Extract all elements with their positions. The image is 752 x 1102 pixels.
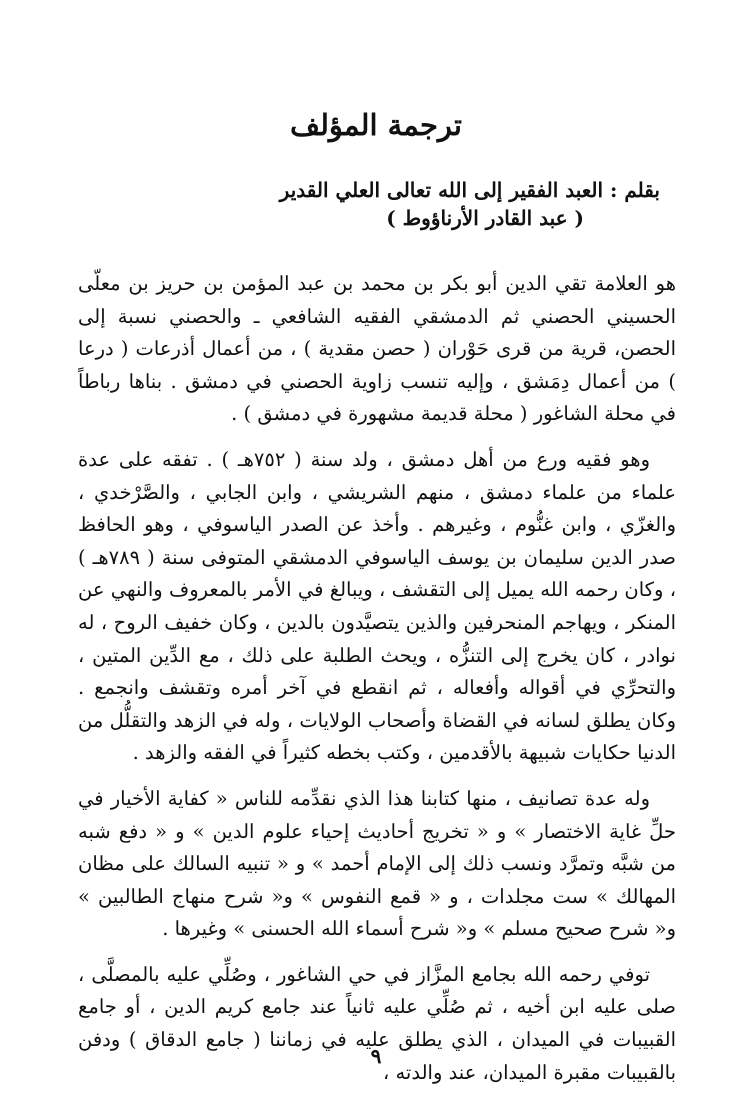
paragraph-biography: وهو فقيه ورع من أهل دمشق ، ولد سنة ( ٧٥٢هـ ) . تفقه على عدة علماء من علماء دمشق ، منهم الشريشي ، وابن الجابي ، والصَّرْخدي ، والغزّي ، وابن غنُّوم ، وغيرهم . وأخذ عن الصدر الياسوفي ، وهو الحافظ صدر الدين سليمان بن يوسف الياسوفي الدمشقي المتوفى سنة ( ٧٨٩هـ ) ، وكان رحمه الله يميل إلى التقشف ، ويبالغ في الأمر بالمعروف والنهي عن المنكر ، ويهاجم المنحرفين والذين يتصيَّدون بالدين ، وكان خفيف الروح ، له نوادر ، كان يخرج إلى التنزُّه ، ويحث الطلبة على ذلك ، مع الدِّين المتين ، والتحرِّي في أقواله وأفعاله ، ثم انقطع في آخر أمره وتقشف وانجمع . وكان يطلق لسانه في القضاة وأصحاب الولايات ، وله في الزهد والتقلُّل من الدنيا حكايات شبيهة بالأقدمين ، وكتب بخطه كثيراً في الفقه والزهد . — [78, 447, 676, 765]
paragraph-intro: هو العلامة تقي الدين أبو بكر بن محمد بن عبد المؤمن بن حريز بن معلّى الحسيني الحصني ثم الدمشقي الفقيه الشافعي ـ والحصني نسبة إلى الحصن، قرية من قرى حَوْران ( حصن مقدية ) ، من أعمال أذرعات ( درعا ) من أعمال دِمَشق ، وإليه تنسب زاوية الحصني في دمشق . بناها رباطاً في محلة الشاغور ( محلة قديمة مشهورة في دمشق ) . — [78, 272, 676, 426]
body-text — [78, 268, 676, 1102]
author-byline: بقلم : العبد الفقير إلى الله تعالى العلي القدير — [279, 178, 660, 202]
page-number: ٩ — [370, 1044, 382, 1068]
page-title: ترجمة المؤلف — [290, 108, 462, 142]
author-name: ( عبد القادر الأرناؤوط ) — [386, 206, 584, 230]
paragraph-death: توفي رحمه الله بجامع المزَّاز في حي الشاغور ، وصُلِّي عليه بالمصلَّى ، صلى عليه ابن أخيه ، ثم صُلِّي عليه ثانياً عند جامع كريم الدين ، أو جامع القبيبات في الميدان ، الذي يطلق عليه في زماننا ( جامع الدقاق ) ودفن بالقبيبات مقبرة الميدان، عند والدته ، — [78, 962, 676, 1084]
paragraph-works: وله عدة تصانيف ، منها كتابنا هذا الذي نقدِّمه للناس « كفاية الأخيار في حلِّ غاية الاختصار » و « تخريج أحاديث إحياء علوم الدين » و « دفع شبه من شبَّه وتمرَّد ونسب ذلك إلى الإمام أحمد » و « تنبيه السالك على مظان المهالك » ست مجلدات ، و « قمع النفوس » و« شرح منهاج الطالبين » و« شرح صحيح مسلم » و« شرح أسماء الله الحسنى » وغيرها . — [78, 786, 676, 941]
